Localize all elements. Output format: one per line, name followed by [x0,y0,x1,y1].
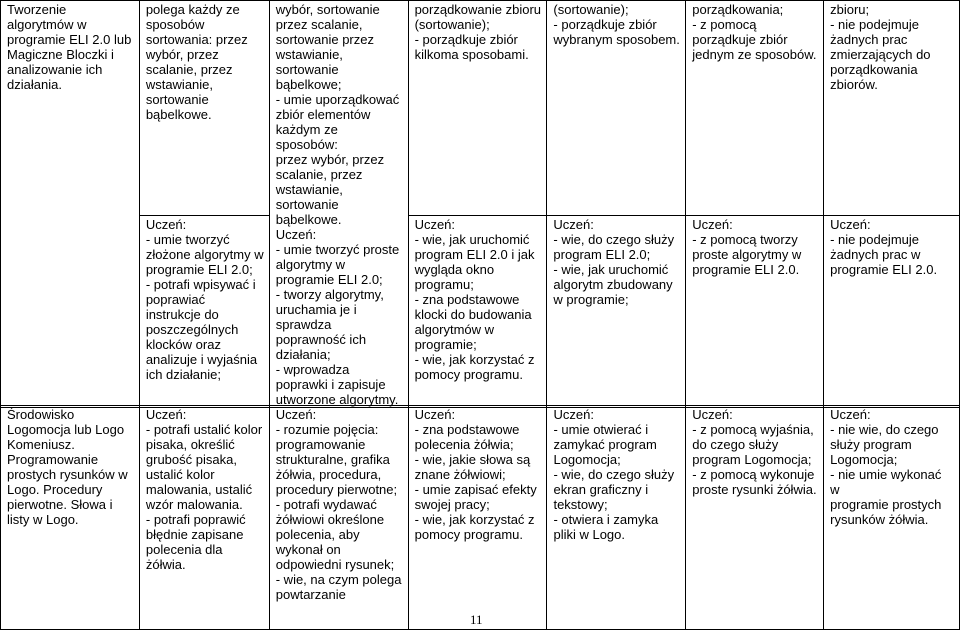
text-line: żadnych prac w [830,247,921,263]
text-line: Logomocja; [553,452,621,467]
text-line: polega każdy ze [145,2,240,17]
text-line: - tworzy algorytmy, [275,287,384,302]
text-line: - potrafi poprawić [145,512,246,527]
text-line: proste algorytmy w [692,247,802,263]
text-line: swojej pracy; [414,497,490,512]
text-line: - umie tworzyć proste [275,242,400,257]
text-line: sortowanie [275,62,339,77]
topic-cell-eli [1,1,140,408]
requirements-text [553,217,680,307]
curriculum-table-logo [0,405,960,630]
text-line: programie ELI 2.0 lub [7,32,132,47]
text-line: wybranym sposobem. [553,32,680,47]
grade-cell-top [408,1,547,216]
text-line: poprawiać [145,292,206,308]
text-line: polecenia żółwia; [414,437,514,452]
text-line: - wie, na czym polega [275,572,402,587]
text-line: porządkowanie zbioru [414,2,542,17]
text-line: ekran graficzny i [553,482,649,497]
text-line: działania. [7,77,62,92]
text-line: - wie, jak korzystać z [414,352,535,368]
text-line: kilkoma sposobami. [414,47,529,62]
text-line: - wie, do czego służy [553,467,675,482]
text-line: - wie, jak korzystać z [414,512,535,527]
requirements-text [146,2,264,122]
topic-text [7,407,134,527]
requirements-text [415,217,542,382]
text-line: pomocy programu. [414,367,523,383]
text-line: - nie podejmuje [830,232,919,248]
text-line: wybór, sortowanie [275,2,380,17]
text-line: Uczeń: [692,217,733,233]
requirements-text [830,407,954,527]
text-line: program ELI 2.0; [553,247,651,263]
text-line: Uczeń: [830,217,871,233]
text-line: żadnych prac [830,32,908,47]
text-line: strukturalne, grafika [275,452,390,467]
text-line: Uczeń: [553,407,594,422]
text-line: (sortowanie); [553,2,629,17]
text-line: wstawianie, [275,47,343,62]
topic-cell-logo [1,406,140,630]
grade-cell-bottom [547,216,686,408]
text-line: rysunków żółwia. [830,512,929,527]
text-line: działania; [275,347,331,362]
page-number: 11 [470,612,483,627]
text-line: wstawianie, [275,182,343,197]
text-line: wykonał on [275,542,341,557]
text-line: Komeniusz. [7,437,75,452]
text-line: żółwiowi określone [275,512,385,527]
text-line: programie ELI 2.0. [692,262,800,278]
requirements-text [692,217,818,277]
grade-cell-bottom [686,216,824,408]
text-line: Uczeń: [553,217,594,233]
text-line: bąbelkowe; [275,77,342,92]
text-line: wygląda okno [414,262,495,278]
text-line: - z pomocą [692,17,757,32]
text-line: zamykać program [553,437,657,452]
text-line: Magiczne Bloczki i [7,47,114,62]
text-line: programie ELI 2.0; [275,272,383,287]
text-line: sortowanie przez [275,32,374,47]
text-line: listy w Logo. [7,512,79,527]
text-line: zbiorów. [830,77,878,92]
text-line: algorytmów w [7,17,87,32]
text-line: uruchamia je i [275,302,357,317]
text-line: utworzone algorytmy. [275,392,399,407]
text-line: - rozumie pojęcia: [275,422,379,437]
grade-cell-top [547,1,686,216]
text-line: poprawki i zapisuje [275,377,386,392]
text-line: w programie; [553,292,629,308]
text-line: analizowanie ich [7,62,103,77]
text-line: znane żółwiowi; [414,467,506,482]
text-line: prostych rysunków w [7,467,128,482]
text-line: wstawianie, [145,77,214,92]
text-line: - otwiera i zamyka [553,512,659,527]
text-line: Logomocja; [830,452,898,467]
text-line: porządkowania [830,62,918,77]
grade-cell-bottom [408,216,547,408]
requirements-text [830,217,954,277]
requirements-text [146,407,264,572]
text-line: Logo. Procedury [7,482,103,497]
grade-cell [139,406,269,630]
text-line: Uczeń: [275,407,317,422]
requirements-text [692,407,818,497]
grade-cell-top [686,1,824,216]
text-line: ustalić kolor [145,467,215,482]
text-line: programie ELI 2.0. [830,262,938,278]
text-line: - wprowadza [275,362,350,377]
text-line: - umie zapisać efekty [414,482,537,497]
grade-cell-top [824,1,960,216]
text-line: - z pomocą wykonuje [692,467,815,482]
text-line: Tworzenie [7,2,67,17]
text-line: Uczeń: [414,217,456,233]
text-line: porządkuje zbiór [692,32,788,47]
text-line: przez wybór, przez [275,152,385,167]
text-line: algorytmy w [275,257,346,272]
text-line: algorytm zbudowany [553,277,673,293]
text-line: program Logomocja; [692,452,812,467]
text-line: porządkowania; [692,2,784,17]
grade-cell [408,406,547,630]
text-line: Uczeń: [275,227,317,242]
text-line: klocków oraz [145,337,221,353]
requirements-text [830,2,954,92]
text-line: Środowisko [7,407,75,422]
text-line: zmierzających do [830,47,931,62]
text-line: tekstowy; [553,497,608,512]
text-line: zbiór elementów [275,107,371,122]
grade-cell [686,406,824,630]
text-line: Logomocja lub Logo [7,422,125,437]
text-line: pliki w Logo. [553,527,626,542]
text-line: Programowanie [7,452,99,467]
text-line: Uczeń: [414,407,456,422]
requirements-text [553,407,680,542]
text-line: pisaka, określić [145,437,235,452]
text-line: - potrafi ustalić kolor [145,422,263,437]
text-line: pomocy programu. [414,527,524,542]
text-line: programie ELI 2.0; [145,262,253,278]
text-line: - potrafi wydawać [275,497,377,512]
text-line: - wie, jak uruchomić [553,262,669,278]
requirements-text [146,217,264,382]
text-line: program ELI 2.0 i jak [414,247,535,263]
text-line: - nie umie wykonać w [830,467,942,497]
text-line: - zna podstawowe [414,292,520,308]
text-line: wybór, przez [145,47,219,62]
grade-cell [269,406,408,630]
text-line: ich działanie; [145,367,221,383]
text-line: algorytmów w [414,322,495,338]
text-line: sortowania: przez [145,32,248,47]
text-line: - nie podejmuje [830,17,919,32]
text-line: - wie, jak uruchomić [414,232,530,248]
text-line: - z pomocą tworzy [692,232,798,248]
text-line: scalanie, przez [145,62,233,77]
text-line: programie prostych [830,497,942,512]
text-line: odpowiedni rysunek; [275,557,395,572]
text-line: przez scalanie, [275,17,363,32]
text-line: Uczeń: [692,407,733,422]
text-line: zbioru; [830,2,870,17]
text-line: programu; [414,277,474,293]
text-line: klocki do budowania [414,307,532,323]
grade-cell-bottom [824,216,960,408]
text-line: bąbelkowe. [275,212,342,227]
text-line: żółwia, procedura, [275,467,382,482]
text-line: błędnie zapisane [145,527,244,542]
topic-text [7,2,134,92]
text-line: - wie, do czego służy [553,232,675,248]
text-line: bąbelkowe. [145,107,212,122]
text-line: - wie, jakie słowa są [414,452,531,467]
text-line: pierwotne. Słowa i [7,497,113,512]
text-line: - porządkuje zbiór [414,32,518,47]
text-line: Uczeń: [145,407,187,422]
text-line: - z pomocą wyjaśnia, [692,422,814,437]
text-line: wzór malowania. [145,497,243,512]
text-line: (sortowanie); [414,17,490,32]
grade-cell-bottom [139,216,269,408]
requirements-text [553,2,680,47]
grade-cell [269,1,408,408]
text-line: każdym ze sposobów: [275,122,338,152]
requirements-text [276,407,403,602]
text-line: scalanie, przez [275,167,363,182]
text-line: grubość pisaka, [145,452,237,467]
text-line: powtarzanie [275,587,346,602]
text-line: Uczeń: [145,217,187,233]
text-line: - umie otwierać i [553,422,649,437]
text-line: sortowanie [275,197,339,212]
text-line: - nie wie, do czego [830,422,939,437]
text-line: służy program [830,437,912,452]
text-line: sposobów [145,17,205,32]
text-line: żółwia. [145,557,186,572]
text-line: polecenia, aby [275,527,360,542]
text-line: do czego służy [692,437,779,452]
text-line: sprawdza [275,317,332,332]
text-line: - zna podstawowe [414,422,520,437]
text-line: malowania, ustalić [145,482,253,497]
text-line: - porządkuje zbiór [553,17,657,32]
text-line: - umie tworzyć [145,232,230,248]
text-line: programie; [414,337,477,353]
text-line: poprawność ich [275,332,367,347]
requirements-text [276,2,403,407]
text-line: analizuje i wyjaśnia [145,352,258,368]
text-line: - umie uporządkować [275,92,400,107]
text-line: polecenia dla [145,542,223,557]
text-line: proste rysunki żółwia. [692,482,817,497]
text-line: procedury pierwotne; [275,482,398,497]
grade-cell-top [139,1,269,216]
text-line: Uczeń: [830,407,871,422]
text-line: złożone algorytmy w [145,247,264,263]
text-line: poszczególnych [145,322,239,338]
grade-cell [824,406,960,630]
requirements-text [415,2,542,62]
requirements-text [692,2,818,62]
text-line: - potrafi wpisywać i [145,277,256,293]
grade-cell [547,406,686,630]
text-line: programowanie [275,437,366,452]
text-line: jednym ze sposobów. [692,47,817,62]
text-line: instrukcje do [145,307,219,323]
requirements-text [415,407,542,542]
text-line: sortowanie [145,92,209,107]
